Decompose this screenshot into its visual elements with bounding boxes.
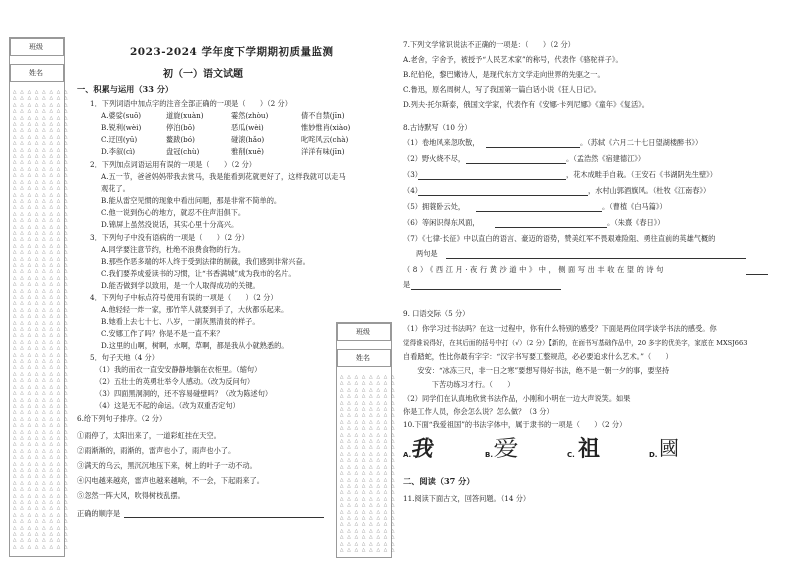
calligraphy-glyph: 祖 xyxy=(578,437,601,462)
q10-option-d[interactable]: D. xyxy=(649,451,658,459)
q8-source: ，水村山郭酒旗风。（杜牧《江南春》） xyxy=(588,186,711,195)
q1-option-cell: 盘冠(chù) xyxy=(166,147,200,156)
q6-answer-line[interactable] xyxy=(124,517,324,518)
q9-line: 你是工作人员，你会怎么说？怎么做？（3 分） xyxy=(403,407,554,416)
q4-line: C.安娜工作了吗？你是不是一直不来？ xyxy=(101,329,224,338)
q3-line: D.能否做到学以致用，是一个人取得成功的关键。 xyxy=(101,281,260,290)
q2-line: D.锦屏上虽然没说话，其实心里十分高兴。 xyxy=(101,220,239,229)
q6-line: ③满天的乌云，黑沉沉地压下来，树上的叶子一动不动。 xyxy=(77,461,257,470)
q5-line: （1）我的而衣一直安安静静地躺在衣柜里。（缩句） xyxy=(95,365,262,374)
q1-stem: 1．下列词语中加点字的注音全部正确的一项是（ ）（2 分） xyxy=(90,99,292,108)
q10-option-a[interactable]: A. xyxy=(403,451,412,459)
q4-line: B.她看上去七十七、八岁，一副灰黑清贫的样子。 xyxy=(101,317,260,326)
q1-option-cell: 叱咤风云(chà) xyxy=(301,135,349,144)
q3-line: B.那些作恶多端的坏人终于受到法律的制裁，我们感到非常兴奋。 xyxy=(101,257,310,266)
q1-option-cell: 恶瓜(wèi) xyxy=(231,123,264,132)
q3-line: A.同学要注意节约，杜绝不浪费食物的行为。 xyxy=(101,245,246,254)
q2-line: A.五一节，爸爸妈妈带我去赏马，我是能看到花就更好了，这样我就可以走马 xyxy=(101,172,346,181)
q6-line: ④闪电越来越亮，雷声也越来越响，不一会，下起雨来了。 xyxy=(77,476,264,485)
q7-line: A.老舍，字舍予，被授予“人民艺术家”的称号，代表作《骆驼祥子》。 xyxy=(403,55,623,64)
q9-line: 觉得谁说得好，在其后面的括号中打（√）（2 分）【新的，在面书写基础作品中，20 多字的优美字，家底在 MXSJ663 xyxy=(403,339,748,347)
q8-line: （7）《七律·长征》中以直白的语言、豪迈的语势，赞美红军不畏艰难险阻、勇往直前的英雄气概的 xyxy=(403,234,716,243)
middle-info-panel xyxy=(336,322,396,558)
left-info-panel xyxy=(9,37,69,557)
q7-line: D.列夫·托尔斯泰，俄国文学家，代表作有《安娜·卡列尼娜》《童年》《复活》。 xyxy=(403,100,649,109)
q2-stem: 2．下列加点词语运用有误的一项是（ ）（2 分） xyxy=(90,160,256,169)
q8-line: （6）等闲识得东风面， xyxy=(403,218,480,227)
exam-title: 2023-2024 学年度下学期期初质量监测 xyxy=(130,46,334,58)
q8-source: 。（孟浩然《宿建德江》） xyxy=(566,154,646,163)
q8-source: ，花木成畦手自栽。（王安石《书湖阴先生壁》） xyxy=(566,170,717,179)
q1-option-cell: B.锐利(wèi) xyxy=(101,123,142,132)
q1-option-cell: 惟妙惟肖(xiào) xyxy=(301,123,351,132)
q1-option-cell: 洋洋有味(jīn) xyxy=(301,147,345,156)
q6-line: ①雨停了，太阳出来了，一道彩虹挂在天空。 xyxy=(77,431,221,440)
q8-blank[interactable] xyxy=(418,179,566,180)
exam-subtitle: 初（一）语文试题 xyxy=(163,69,243,80)
q5-line: （2）五壮士的英勇壮举令人感动。（改为反问句） xyxy=(95,377,255,386)
q9-stem: 9. 口语交际（5 分） xyxy=(403,309,470,318)
q8-line: （2）野火烧不尽， xyxy=(403,154,466,163)
q1-option-cell: 霎然(zhòu) xyxy=(231,111,269,120)
q6-stem: 6.给下列句子排序。（2 分） xyxy=(77,414,167,423)
q5-stem: 5．句子天地（4 分） xyxy=(90,353,159,362)
q1-option-cell: 鳌跋(bó) xyxy=(166,135,195,144)
q7-line: C.鲁迅，原名周树人，写了我国第一篇白话小说《狂人日记》。 xyxy=(403,85,601,94)
triangle-pattern: △ △ △ △ △ △ △ △ △ △ △ △ △ △ △ △ △ △ △ △ △ △ △ △ △ △ △ △ △ △ △ △ △ △ △ △ △ △ △ △ △ △ △ △ △ △ △ △ △ △ △ △ △ △ △ △ △ △ △ △ △ △ △ △ △ △ △ △ △ △ △ △ △ △ △ △ △ △ △ △ △ △ △ △ △ △ △ △ △ △ △ △ △ △ △ △ △ △ △ △ △ △ △ △ △ △ △ △ △ △ △ △ △ △ △ △ △ △ △ △ △ △ △ △ △ △ △ △ △ △ △ △ △ △ △ △ △ △ △ △ △ △ △ △ △ △ △ △ △ △ △ △ △ △ △ △ △ △ △ △ △ △ △ △ △ △ △ △ △ △ △ △ △ △ △ △ △ △ △ △ △ △ △ △ △ △ △ △ △ △ △ △ △ △ △ △ △ △ △ △ △ △ △ △ △ △ △ △ △ △ △ △ △ △ △ △ △ △ △ △ △ △ △ △ xyxy=(340,375,396,553)
q4-line: A.他轻轻一炸一家，那竹竿人就要到手了，大伙都乐起来。 xyxy=(101,305,289,314)
q9-line: （2）同学们在认真地欣赏书法作品，小刚和小明在一边大声说笑。如果 xyxy=(403,394,631,403)
q8-blank[interactable] xyxy=(446,258,746,259)
q9-line: 安安：“冰冻三尺，非一日之寒”要想写得好书法，绝不是一朝一夕的事，要坚持 xyxy=(403,366,670,375)
q1-option-cell: C.迂回(yū) xyxy=(101,135,138,144)
q8-source: 。（苏轼《六月二十七日望湖楼醉书》） xyxy=(580,138,703,147)
q1-option-cell: 碰滚(hǎo) xyxy=(231,135,265,144)
q8-source: 。（曹植《白马篇》） xyxy=(602,202,667,211)
q7-line: B.纪伯伦，黎巴嫩诗人，是现代东方文学走向世界的先驱之一。 xyxy=(403,70,605,79)
q10-stem: 10.下面“我爱祖国”的书法字体中，属于隶书的一项是（ ）（2 分） xyxy=(403,420,627,429)
q8-line: （4） xyxy=(403,186,422,195)
section-2-heading: 二、阅读（37 分） xyxy=(403,476,475,486)
q1-option-cell: 倩不自禁(jīn) xyxy=(301,111,345,120)
q9-line: 下苦功练习才行。（ ） xyxy=(403,380,515,389)
q9-line: （1）你学习过书法吗？在这一过程中，你有什么特别的感受？下面是两位同学谈学书法的感受。你 xyxy=(403,324,717,333)
q1-option-cell: A.婆娑(suō) xyxy=(101,111,142,120)
section-1-heading: 一、积累与运用（33 分） xyxy=(77,84,174,94)
q9-line: 自看踏蛇，性比你最有字字：“汉字书写要工整规范，必必要追求什么艺术。”（ ） xyxy=(403,352,673,361)
q8-line: （1）卷地风来忽吹散， xyxy=(403,138,480,147)
q8-blank[interactable] xyxy=(486,147,580,148)
q8-stem: 8.古诗默写（10 分） xyxy=(403,123,472,132)
q5-line: （4）这是无不起的命运。（改为双重否定句） xyxy=(95,401,240,410)
class-label: 班级 xyxy=(356,328,370,336)
q8-line: （5）拥蓑卧云处， xyxy=(403,202,466,211)
calligraphy-glyph: 我 xyxy=(409,436,437,462)
q2-line: B.能从雷空见惯的现象中看出问题，那是非常不简单的。 xyxy=(101,196,282,205)
q8-line: （8）《西江月·夜行黄沙道中》中，侧面写出丰收在望的诗句 xyxy=(403,265,666,274)
q8-blank[interactable] xyxy=(466,163,566,164)
q10-option-c[interactable]: C. xyxy=(567,451,575,459)
q3-line: C.我们要养成爱读书的习惯，让“书香满城”成为我市的名片。 xyxy=(101,269,296,278)
q2-line: 观花了。 xyxy=(101,184,130,193)
q11-stem: 11.阅读下面古文，回答问题。（14 分） xyxy=(403,494,531,503)
triangle-pattern: △ △ △ △ △ △ △ △ △ △ △ △ △ △ △ △ △ △ △ △ △ △ △ △ △ △ △ △ △ △ △ △ △ △ △ △ △ △ △ △ △ △ △ △ △ △ △ △ △ △ △ △ △ △ △ △ △ △ △ △ △ △ △ △ △ △ △ △ △ △ △ △ △ △ △ △ △ △ △ △ △ △ △ △ △ △ △ △ △ △ △ △ △ △ △ △ △ △ △ △ △ △ △ △ △ △ △ △ △ △ △ △ △ △ △ △ △ △ △ △ △ △ △ △ △ △ △ △ △ △ △ △ △ △ △ △ △ △ △ △ △ △ △ △ △ △ △ △ △ △ △ △ △ △ △ △ △ △ △ △ △ △ △ △ △ △ △ △ △ △ △ △ △ △ △ △ △ △ △ △ △ △ △ △ △ △ △ △ △ △ △ △ △ △ △ △ △ △ △ △ △ △ △ △ △ △ △ △ △ △ △ △ △ △ △ △ △ △ △ △ △ △ △ △ △ △ △ △ △ △ △ △ △ △ △ △ △ △ △ △ △ △ △ △ △ △ △ △ △ △ △ △ △ △ △ △ △ △ △ △ △ △ △ △ △ △ △ △ △ △ △ △ △ △ △ △ △ △ △ △ △ △ △ △ △ △ △ △ △ △ △ △ △ △ △ △ △ △ △ △ △ △ △ △ △ △ △ △ △ △ △ △ △ △ △ △ △ △ △ △ △ △ △ △ △ △ △ △ △ △ △ △ △ △ △ △ △ △ △ △ △ △ △ △ △ △ △ △ △ △ △ △ △ △ △ △ △ △ △ △ △ △ △ △ △ △ △ △ △ △ △ △ △ △ △ △ △ △ △ △ △ △ △ △ △ △ △ △ △ △ △ △ △ △ △ △ △ △ △ △ △ △ △ △ △ △ △ △ △ △ △ △ △ △ △ △ △ △ △ △ △ △ △ △ △ △ △ △ △ △ △ △ △ △ △ △ △ △ △ △ △ △ △ △ △ △ △ △ △ △ △ △ △ △ △ △ △ △ △ △ △ △ △ △ △ △ △ △ △ △ △ △ △ △ △ △ △ △ △ △ △ △ △ △ △ △ △ △ △ △ △ △ △ △ △ △ △ △ △ △ △ △ △ △ △ △ △ △ △ △ △ △ △ △ △ △ △ △ △ △ △ △ △ △ △ △ △ △ △ △ △ △ △ △ △ △ △ △ △ △ △ △ △ △ △ △ △ △ △ △ △ △ △ △ △ △ △ △ △ △ △ △ △ △ △ △ △ △ △ △ △ △ △ △ △ △ xyxy=(13,90,69,550)
q8-line: 两句是 xyxy=(416,249,438,258)
calligraphy-glyph: 國 xyxy=(659,436,679,460)
name-label: 姓名 xyxy=(356,354,370,362)
q8-line: （3） xyxy=(403,170,422,179)
class-label: 班级 xyxy=(29,43,43,51)
q3-stem: 3．下列句子中没有语病的一项是（ ）（2 分） xyxy=(90,233,249,242)
q8-blank[interactable] xyxy=(495,227,607,228)
q6-line: ⑤忽然一阵大风，吹得树枝乱摆。 xyxy=(77,491,185,500)
q8-blank[interactable] xyxy=(476,211,602,212)
q6-line: ②雨渐渐的，雨渐的，雷声也小了，雨声也小了。 xyxy=(77,446,236,455)
name-label: 姓名 xyxy=(29,69,43,77)
q10-option-b[interactable]: B. xyxy=(485,451,493,459)
q5-line: （3）四面黑洞洞的，还不容易碰壁吗？（改为陈述句） xyxy=(95,389,273,398)
q4-stem: 4．下列句子中标点符号使用有误的一项是（ ）（2 分） xyxy=(90,293,278,302)
q7-stem: 7.下列文学常识说法不正确的一项是：（ ）（2 分） xyxy=(403,40,575,49)
q6-answer-label: 正确的顺序是 xyxy=(77,509,121,518)
q8-blank[interactable] xyxy=(418,195,588,196)
q1-option-cell: 道旋(xuàn) xyxy=(166,111,204,120)
q8-line: 是 xyxy=(403,280,411,289)
q2-line: C.他一说到伤心的地方，就忍不住声泪俱下。 xyxy=(101,208,246,217)
q1-option-cell: 停泊(bō) xyxy=(166,123,195,132)
calligraphy-glyph: 爱 xyxy=(493,437,519,462)
q8-blank[interactable] xyxy=(746,274,768,275)
q4-line: D.这里的山啊，树啊，水啊，草啊，都是我从小就熟悉的。 xyxy=(101,341,289,350)
q1-option-cell: D.李叙(cì) xyxy=(101,147,136,156)
q8-source: 。（朱熹《春日》） xyxy=(607,218,665,227)
q1-option-cell: 雅削(xuē) xyxy=(231,147,264,156)
q8-blank[interactable] xyxy=(411,289,561,290)
